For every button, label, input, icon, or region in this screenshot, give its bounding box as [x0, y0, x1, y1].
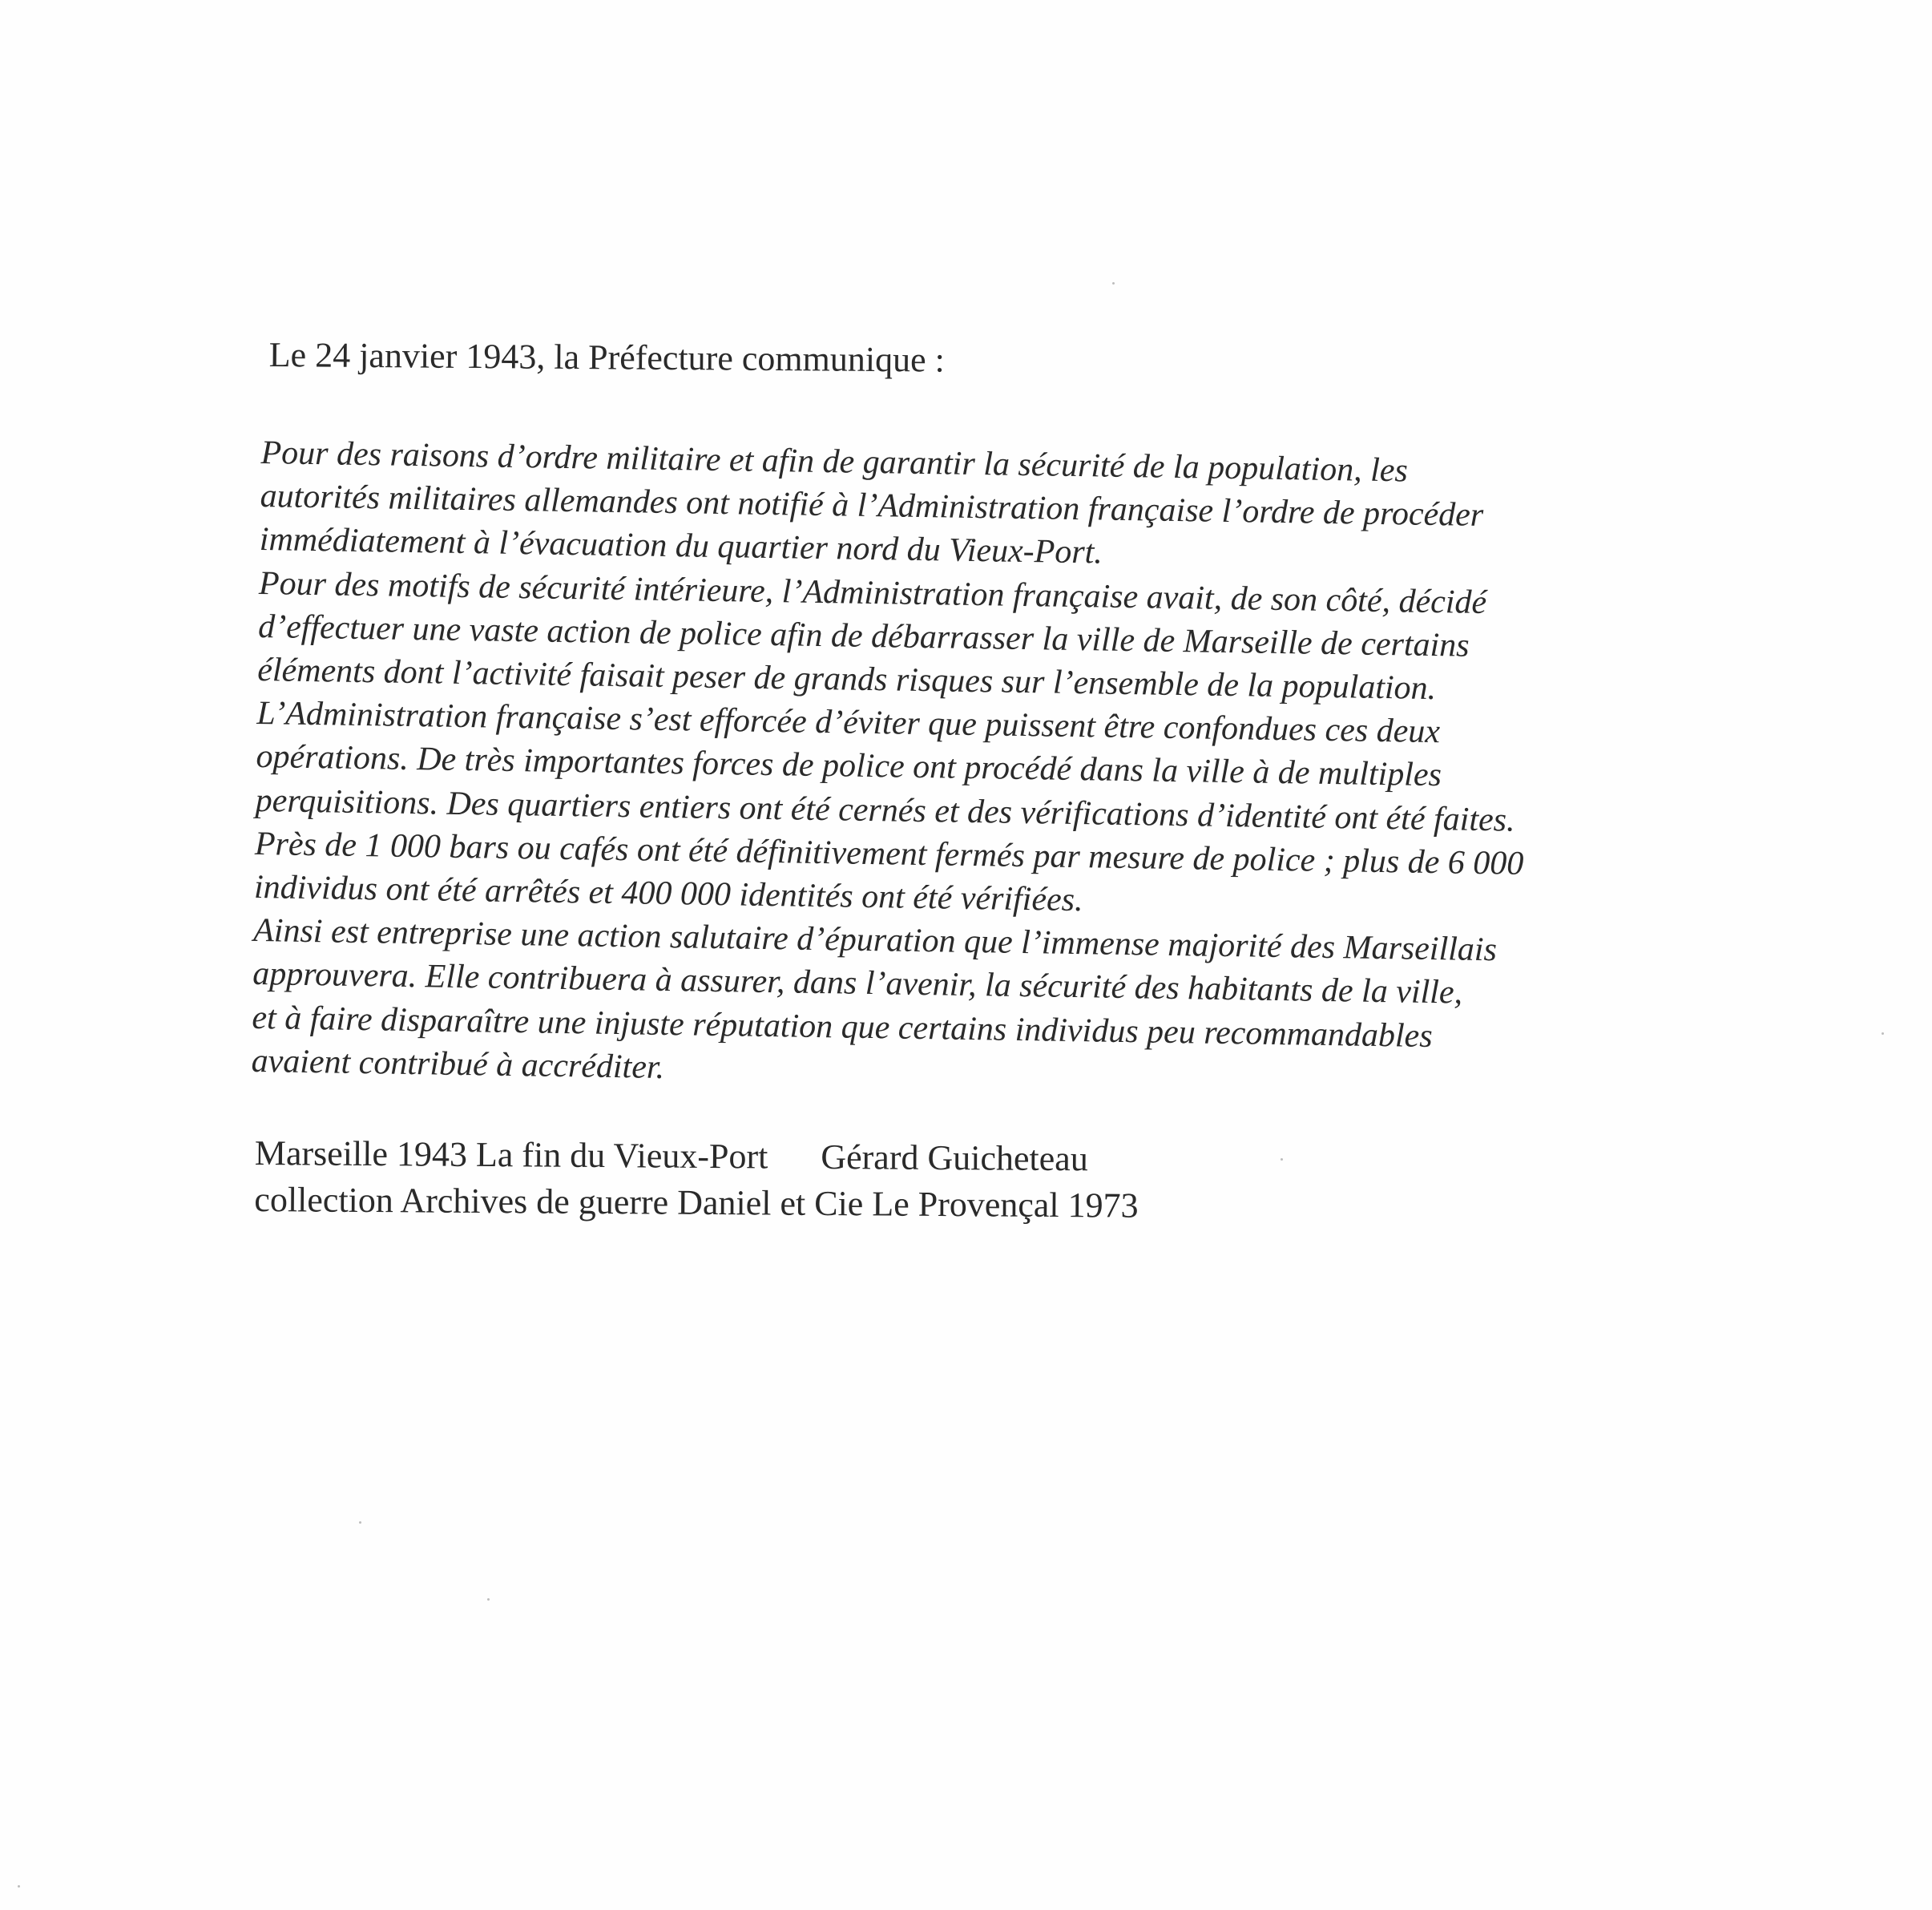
communique-line: d’effectuer une vaste action de police afin de débarrasser la ville de Marseille de certains — [257, 608, 1470, 664]
communique-line: Ainsi est entreprise une action salutaire d’épuration que l’immense majorité des Marseillais — [252, 912, 1498, 969]
communique-line: individus ont été arrêtés et 400 000 identités ont été vérifiées. — [253, 868, 1083, 919]
source-author: Gérard Guicheteau — [821, 1137, 1088, 1179]
communique-line: Pour des raisons d’ordre militaire et afin de garantir la sécurité de la population, les — [260, 434, 1409, 490]
scan-speck — [1882, 1032, 1884, 1035]
communique-line: approuvera. Elle contribuera à assurer, dans l’avenir, la sécurité des habitants de la ville, — [252, 955, 1463, 1012]
source-citation — [254, 1130, 1139, 1230]
scan-speck — [1281, 1158, 1283, 1161]
communique-line: avaient contribué à accréditer. — [251, 1042, 665, 1086]
scan-speck — [487, 1598, 490, 1601]
communique-line: Près de 1 000 bars ou cafés ont été définitivement fermés par mesure de police ; plus de 6 000 — [254, 825, 1524, 882]
communique-line: Pour des motifs de sécurité intérieure, l’Administration française avait, de son côté, décidé — [258, 564, 1487, 621]
source-title: Marseille 1943 La fin du Vieux-Port — [254, 1133, 768, 1177]
communique-line: perquisitions. Des quartiers entiers ont été cernés et des vérifications d’identité ont été faites. — [255, 781, 1515, 839]
communique-line: immédiatement à l’évacuation du quartier nord du Vieux-Port. — [259, 521, 1103, 571]
source-line — [255, 1130, 1139, 1183]
communique-line: L’Administration française s’est efforcée d’éviter que puissent être confondues ces deux — [256, 695, 1441, 751]
scan-speck — [1112, 282, 1115, 285]
scan-speck — [18, 1885, 20, 1888]
intro-line: Le 24 janvier 1943, la Préfecture communique : — [268, 334, 945, 380]
communique-line: opérations. De très importantes forces de police ont procédé dans la ville à de multiples — [256, 738, 1442, 794]
communique-line: éléments dont l’activité faisait peser de grands risques sur l’ensemble de la population. — [256, 651, 1437, 708]
source-collection: collection Archives de guerre Daniel et Cie Le Provençal 1973 — [254, 1179, 1139, 1226]
communique-line: autorités militaires allemandes ont notifié à l’Administration française l’ordre de procéder — [260, 478, 1484, 535]
prefecture-communique — [251, 431, 1672, 1105]
communique-line: et à faire disparaître une injuste réputation que certains individus peu recommandables — [252, 999, 1433, 1055]
scan-speck — [359, 1521, 361, 1524]
